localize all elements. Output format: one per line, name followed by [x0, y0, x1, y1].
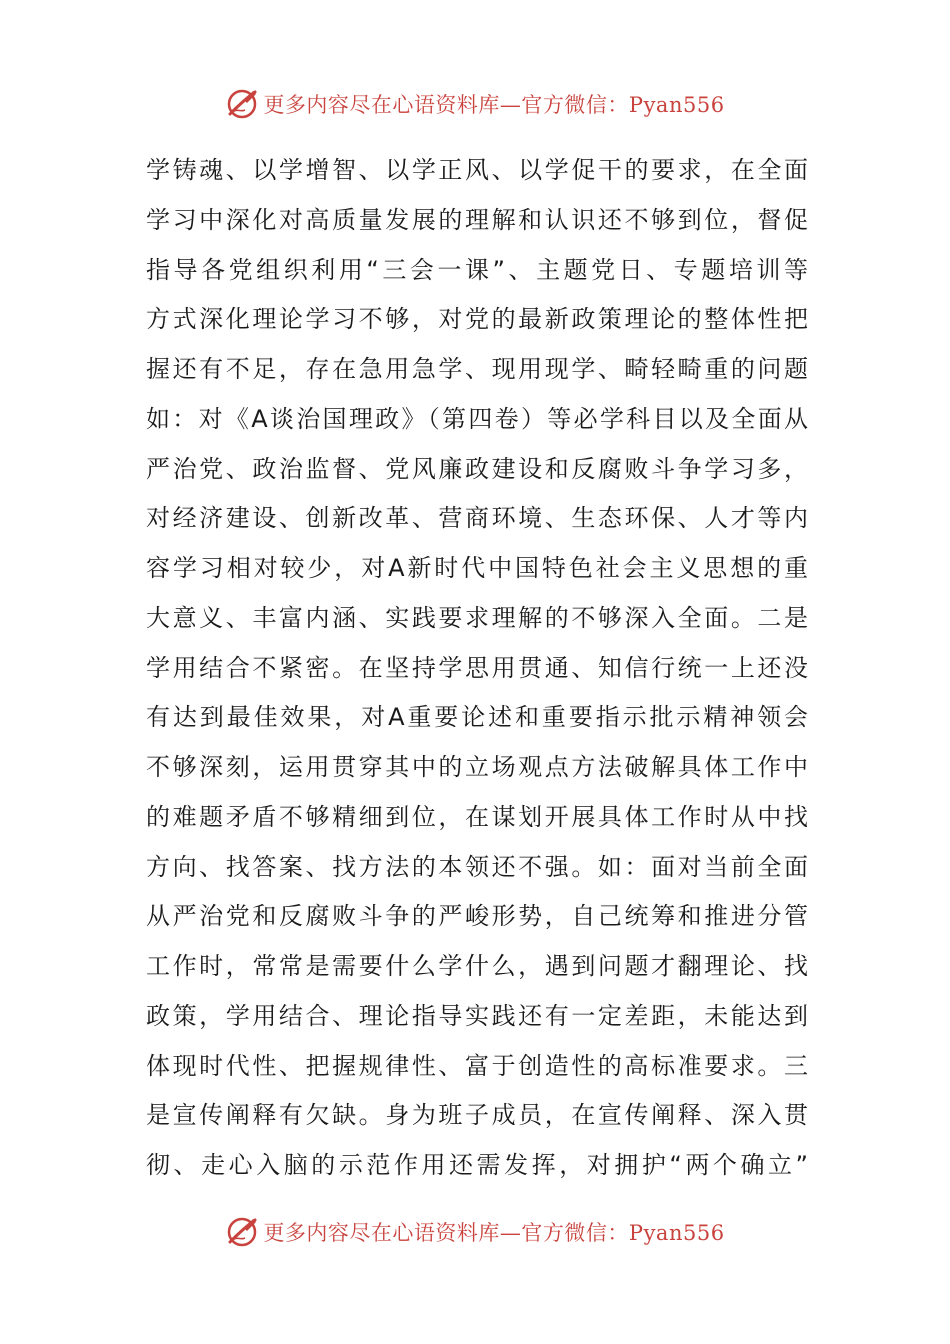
- body-line: 有达到最佳效果，对A重要论述和重要指示批示精神领会: [146, 703, 808, 732]
- body-line: 指导各党组织利用“三会一课”、主题党日、专题培训等: [146, 255, 808, 284]
- body-line: 握还有不足，存在急用急学、现用现学、畸轻畸重的问题: [146, 355, 808, 383]
- body-line: 是宣传阐释有欠缺。身为班子成员，在宣传阐释、深入贯: [146, 1101, 808, 1130]
- body-line: 对经济建设、创新改革、营商环境、生态环保、人才等内: [146, 504, 808, 533]
- body-line: 容学习相对较少，对A新时代中国特色社会主义思想的重: [146, 554, 808, 582]
- body-line: 大意义、丰富内涵、实践要求理解的不够深入全面。二是: [146, 603, 808, 632]
- header-banner: [0, 84, 950, 124]
- body-line: 政策，学用结合、理论指导实践还有一定差距，未能达到: [146, 1001, 808, 1030]
- footer-banner: [0, 1212, 950, 1252]
- body-line: 体现时代性、把握规律性、富于创造性的高标准要求。三: [146, 1051, 808, 1080]
- pen-circle-logo-icon: [225, 87, 259, 121]
- body-line: 学习中深化对高质量发展的理解和认识还不够到位，督促: [146, 205, 808, 234]
- document-body: [146, 146, 808, 1191]
- body-line: 方式深化理论学习不够，对党的最新政策理论的整体性把: [146, 305, 808, 334]
- footer-text: 更多内容尽在心语资料库—官方微信：Pyan556: [263, 1221, 725, 1245]
- body-line: 学用结合不紧密。在坚持学思用贯通、知信行统一上还没: [146, 653, 808, 682]
- body-line: 严治党、政治监督、党风廉政建设和反腐败斗争学习多，: [146, 454, 808, 483]
- body-line: 方向、找答案、找方法的本领还不强。如：面对当前全面: [146, 852, 808, 881]
- pen-circle-logo-icon: [225, 1215, 259, 1249]
- body-line: 工作时，常常是需要什么学什么，遇到问题才翻理论、找: [146, 952, 808, 980]
- body-line: 如：对《A谈治国理政》（第四卷）等必学科目以及全面从: [146, 404, 808, 433]
- header-text: 更多内容尽在心语资料库—官方微信：Pyan556: [263, 93, 725, 117]
- body-line: 学铸魂、以学增智、以学正风、以学促干的要求，在全面: [146, 156, 808, 184]
- body-line: 彻、走心入脑的示范作用还需发挥，对拥护“两个确立”: [146, 1151, 808, 1179]
- body-line: 不够深刻，运用贯穿其中的立场观点方法破解具体工作中: [146, 753, 808, 781]
- body-line: 从严治党和反腐败斗争的严峻形势，自己统筹和推进分管: [146, 902, 808, 931]
- body-line: 的难题矛盾不够精细到位，在谋划开展具体工作时从中找: [146, 802, 808, 831]
